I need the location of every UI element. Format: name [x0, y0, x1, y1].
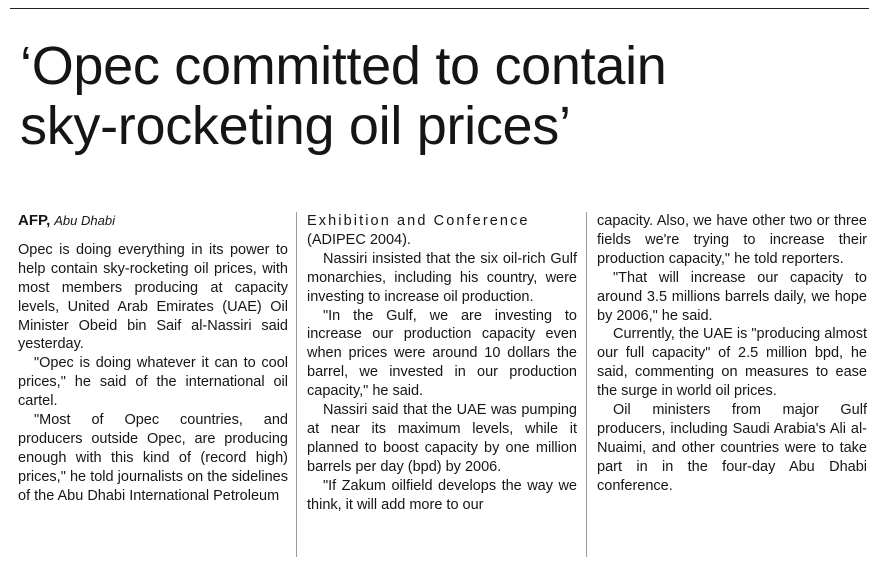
paragraph: Opec is doing everything in its power to help contain sky-rocketing oil prices, with most members producing at capacity levels, United Arab Emirates (UAE) Oil Minister Obeid bin Saif al-Nassiri said yesterday. [18, 241, 288, 353]
byline-place: Abu Dhabi [54, 213, 115, 228]
paragraph: "Most of Opec countries, and producers outside Opec, are producing enough with this kind of (record high) prices," he told journalists on the sidelines of the Abu Dhabi International Petroleum [18, 412, 288, 504]
paragraph-continuation: Exhibition and Conference [307, 213, 530, 229]
paragraph-continuation: capacity. Also, we have other two or three fields we're trying to increase their production capacity," he told reporters. [597, 213, 867, 267]
top-rule [10, 8, 869, 9]
paragraph: "Opec is doing whatever it can to cool prices," he said of the international oil cartel. [18, 355, 288, 410]
paragraph: Nassiri said that the UAE was pumping at near its maximum levels, while it planned to boost capacity by one million barrels per day (bpd) by 2006. [307, 402, 577, 475]
headline-line-1: ‘Opec committed to contain [20, 36, 667, 96]
article-column-3 [597, 212, 867, 496]
paragraph: "In the Gulf, we are investing to increase our production capacity even when prices were around 10 dollars the barrel, we invested in our production capacity," he said. [307, 307, 577, 400]
column-divider [586, 212, 587, 557]
byline [18, 212, 288, 231]
byline-agency: AFP, [18, 212, 51, 229]
article-column-2 [307, 212, 577, 515]
column-divider [296, 212, 297, 557]
paragraph: Currently, the UAE is "producing almost our full capacity" of 2.5 million bpd, he said, commenting on measures to ease the surge in world oil prices. [597, 326, 867, 400]
paragraph: "If Zakum oilfield develops the way we think, it will add more to our [307, 477, 577, 513]
paragraph: "That will increase our capacity to around 3.5 millions barrels daily, we hope by 2006," he said. [597, 269, 867, 324]
paragraph: (ADIPEC 2004). [307, 231, 411, 248]
article-column-1 [18, 212, 288, 506]
headline-line-2: sky-rocketing oil prices’ [20, 96, 571, 156]
paragraph: Oil ministers from major Gulf producers, including Saudi Arabia's Ali al-Nuaimi, and other countries were to take part in in the four-day Abu Dhabi conference. [597, 402, 867, 494]
headline [20, 36, 870, 156]
paragraph: Nassiri insisted that the six oil-rich Gulf monarchies, including his country, were investing to increase oil production. [307, 250, 577, 305]
